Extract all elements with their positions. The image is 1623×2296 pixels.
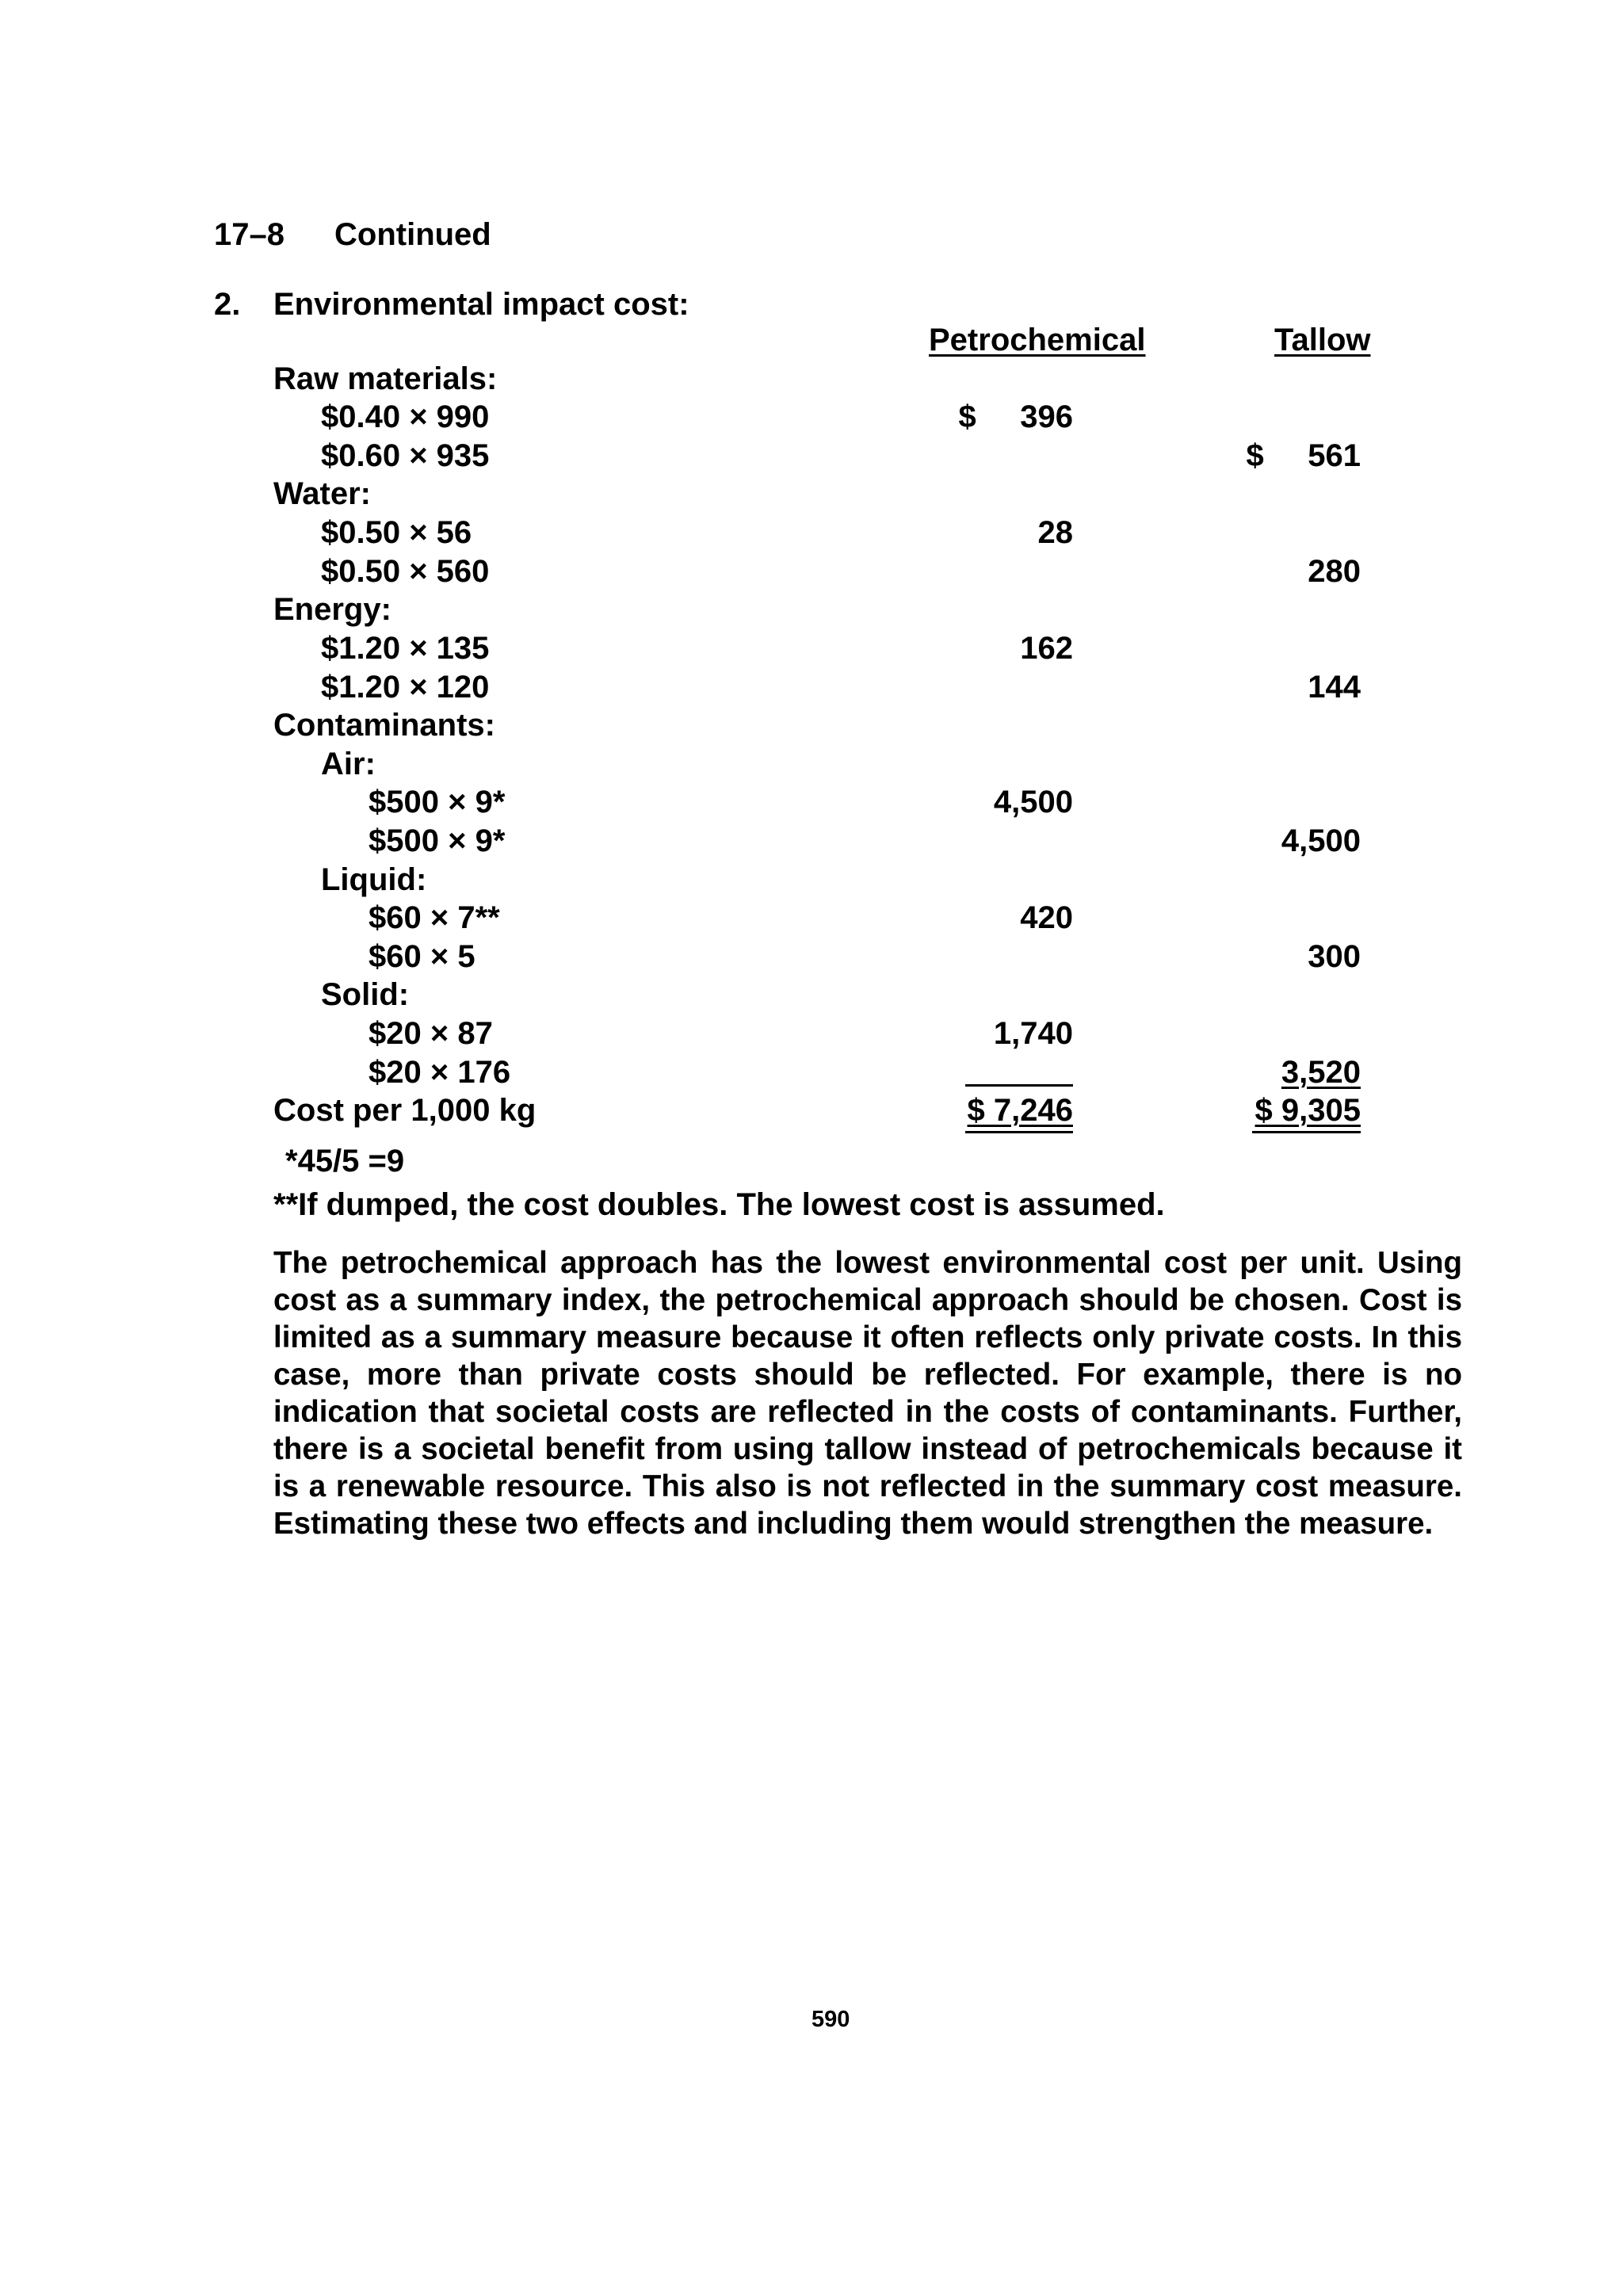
problem-number: 17–8	[214, 217, 285, 252]
petrochemical-total-double-rule	[965, 1131, 1073, 1133]
tallow-amount: $ 561	[1246, 438, 1361, 473]
category-label: Liquid:	[321, 862, 427, 897]
category-label: Raw materials:	[273, 361, 498, 396]
petrochemical-amount: $ 396	[958, 399, 1073, 434]
line-item-label: $0.60 × 935	[321, 438, 490, 473]
line-item-label: $0.50 × 560	[321, 554, 490, 589]
tallow-amount: 300	[1308, 939, 1361, 974]
line-item-label: $20 × 176	[369, 1055, 511, 1090]
category-label: Contaminants:	[273, 708, 495, 743]
tallow-amount: 3,520	[1281, 1055, 1361, 1090]
category-label: Energy:	[273, 592, 391, 627]
footnote-1: *45/5 =9	[285, 1144, 405, 1179]
header-title: Continued	[334, 217, 491, 252]
petrochemical-amount: 1,740	[993, 1016, 1073, 1051]
line-item-label: $1.20 × 135	[321, 631, 490, 666]
line-item-label: $20 × 87	[369, 1016, 493, 1051]
category-label: Water:	[273, 476, 371, 511]
line-item-label: $500 × 9*	[369, 823, 506, 858]
line-item-label: $500 × 9*	[369, 785, 506, 819]
petrochemical-amount: 28	[1037, 515, 1073, 550]
line-item-label: $0.40 × 990	[321, 399, 490, 434]
section-heading: Environmental impact cost:	[273, 287, 689, 322]
column-header-tallow: Tallow	[1274, 323, 1371, 357]
total-petrochemical: $ 7,246	[967, 1093, 1073, 1128]
page-number: 590	[812, 2007, 850, 2032]
column-header-petrochemical: Petrochemical	[929, 323, 1146, 357]
petrochemical-amount: 420	[1020, 900, 1073, 935]
footnote-2: **If dumped, the cost doubles. The lowest cost is assumed.	[273, 1187, 1165, 1222]
section-number: 2.	[214, 287, 241, 322]
total-tallow: $ 9,305	[1254, 1093, 1361, 1128]
tallow-amount: 4,500	[1281, 823, 1361, 858]
total-label: Cost per 1,000 kg	[273, 1093, 537, 1128]
petrochemical-subtotal-rule	[965, 1084, 1073, 1087]
line-item-label: $60 × 5	[369, 939, 475, 974]
line-item-label: $60 × 7**	[369, 900, 500, 935]
petrochemical-amount: 4,500	[993, 785, 1073, 819]
tallow-amount: 280	[1308, 554, 1361, 589]
line-item-label: $0.50 × 56	[321, 515, 472, 550]
petrochemical-amount: 162	[1020, 631, 1073, 666]
category-label: Solid:	[321, 977, 410, 1012]
tallow-total-double-rule	[1252, 1131, 1361, 1133]
category-label: Air:	[321, 747, 376, 781]
discussion-paragraph: The petrochemical approach has the lowest environmental cost per unit. Using cost as a summary index, the petrochemical approach should be chosen. Cost is limited as a summary measure because it often reflects only private costs. In this case, more than private costs should be reflected. For example, there is no indication that societal costs are reflected in the costs of contaminants. Further, there is a societal benefit from using tallow instead of petrochemicals because it is a renewable resource. This also is not reflected in the summary cost measure. Estimating these two effects and including them would strengthen the measure.	[273, 1246, 1462, 1541]
line-item-label: $1.20 × 120	[321, 670, 490, 705]
tallow-amount: 144	[1308, 670, 1361, 705]
